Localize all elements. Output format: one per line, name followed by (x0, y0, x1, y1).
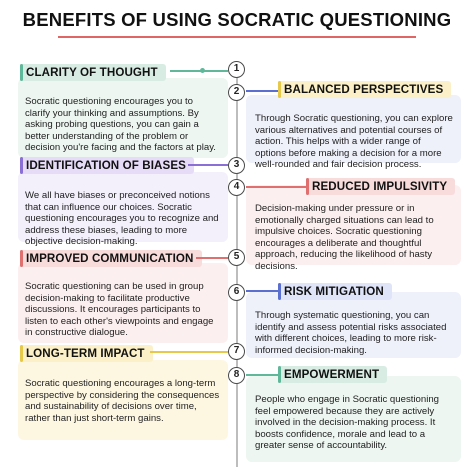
heading-accent-bar (20, 345, 23, 362)
step-number-4: 4 (228, 179, 245, 196)
step-number-5: 5 (228, 249, 245, 266)
step-number-8: 8 (228, 367, 245, 384)
title-underline (58, 36, 416, 38)
connector-7 (150, 351, 228, 353)
card-balanced-perspectives (246, 95, 461, 171)
connector-dot-1 (200, 68, 205, 73)
connector-8 (246, 374, 278, 376)
timeline-line (236, 67, 238, 467)
connector-3 (188, 164, 228, 166)
connector-6 (246, 290, 278, 292)
heading-label: LONG-TERM IMPACT (26, 347, 145, 360)
heading-accent-bar (278, 283, 281, 300)
heading-label: EMPOWERMENT (284, 368, 380, 381)
card-text: Decision-making under pressure or in emotionally charged situations can lead to impulsive choices. Socratic questioning encourages a deliberate and thoughtful approach, reducing the likelihood of hasty decisions. (255, 203, 434, 272)
connector-4 (246, 186, 306, 188)
card-risk-mitigation (246, 292, 461, 358)
step-number-1: 1 (228, 61, 245, 78)
heading-accent-bar (20, 250, 23, 267)
heading-label: REDUCED IMPULSIVITY (312, 180, 448, 193)
heading-label: RISK MITIGATION (284, 285, 384, 298)
heading-label: BALANCED PERSPECTIVES (284, 83, 444, 96)
heading-accent-bar (20, 157, 23, 174)
heading-long-term-impact (20, 345, 153, 362)
card-clarity-of-thought (18, 78, 228, 158)
heading-accent-bar (20, 64, 23, 81)
card-text: Socratic questioning encourages a long-term perspective by considering the consequences and sustainability of decisions over time, rather than just short-term gains. (25, 378, 220, 424)
heading-balanced-perspectives (278, 81, 451, 98)
step-number-2: 2 (228, 84, 245, 101)
page-title: BENEFITS OF USING SOCRATIC QUESTIONING (22, 9, 452, 30)
step-number-3: 3 (228, 157, 245, 174)
card-text: Socratic questioning encourages you to clarify your thinking and assumptions. By asking probing questions, you can gain a better understanding of the problem or decision you're facing and the factors at play. (25, 96, 216, 154)
step-number-7: 7 (228, 343, 245, 360)
heading-empowerment (278, 366, 387, 383)
card-text: We all have biases or preconceived notions that can influence our choices. Socratic questioning encourages you to recognize and address these biases, leading to more objective decision-making. (25, 190, 219, 248)
card-empowerment (246, 376, 461, 462)
connector-5 (196, 257, 228, 259)
heading-accent-bar (306, 178, 309, 195)
card-text: Socratic questioning can be used in group decision-making to facilitate productive discussions. It encourages participants to listen to each other's viewpoints and engage in constructive dialogue. (25, 281, 214, 339)
heading-reduced-impulsivity (306, 178, 455, 195)
heading-label: CLARITY OF THOUGHT (26, 66, 158, 79)
heading-identification-of-biases (20, 157, 194, 174)
card-text: Through Socratic questioning, you can explore various alternatives and potential courses of action. This helps with a wider range of options before making a decision for a more well-rounded and fair decision process. (255, 113, 453, 171)
heading-label: IDENTIFICATION OF BIASES (26, 159, 186, 172)
heading-risk-mitigation (278, 283, 392, 300)
heading-improved-communication (20, 250, 202, 267)
heading-label: IMPROVED COMMUNICATION (26, 252, 194, 265)
heading-clarity-of-thought (20, 64, 166, 81)
card-long-term-impact (18, 360, 228, 440)
card-reduced-impulsivity (246, 185, 461, 272)
heading-accent-bar (278, 366, 281, 383)
heading-accent-bar (278, 81, 281, 98)
card-text: People who engage in Socratic questioning feel empowered because they are actively involved in the decision-making process. It boosts confidence, morale and lead to a greater sense of accountability. (255, 394, 440, 452)
connector-2 (246, 90, 278, 92)
card-text: Through systematic questioning, you can identify and assess potential risks associated with different choices, leading to more risk-informed decision-making. (255, 310, 447, 356)
card-improved-communication (18, 263, 228, 343)
step-number-6: 6 (228, 284, 245, 301)
connector-1 (170, 70, 228, 72)
card-identification-of-biases (18, 172, 228, 248)
